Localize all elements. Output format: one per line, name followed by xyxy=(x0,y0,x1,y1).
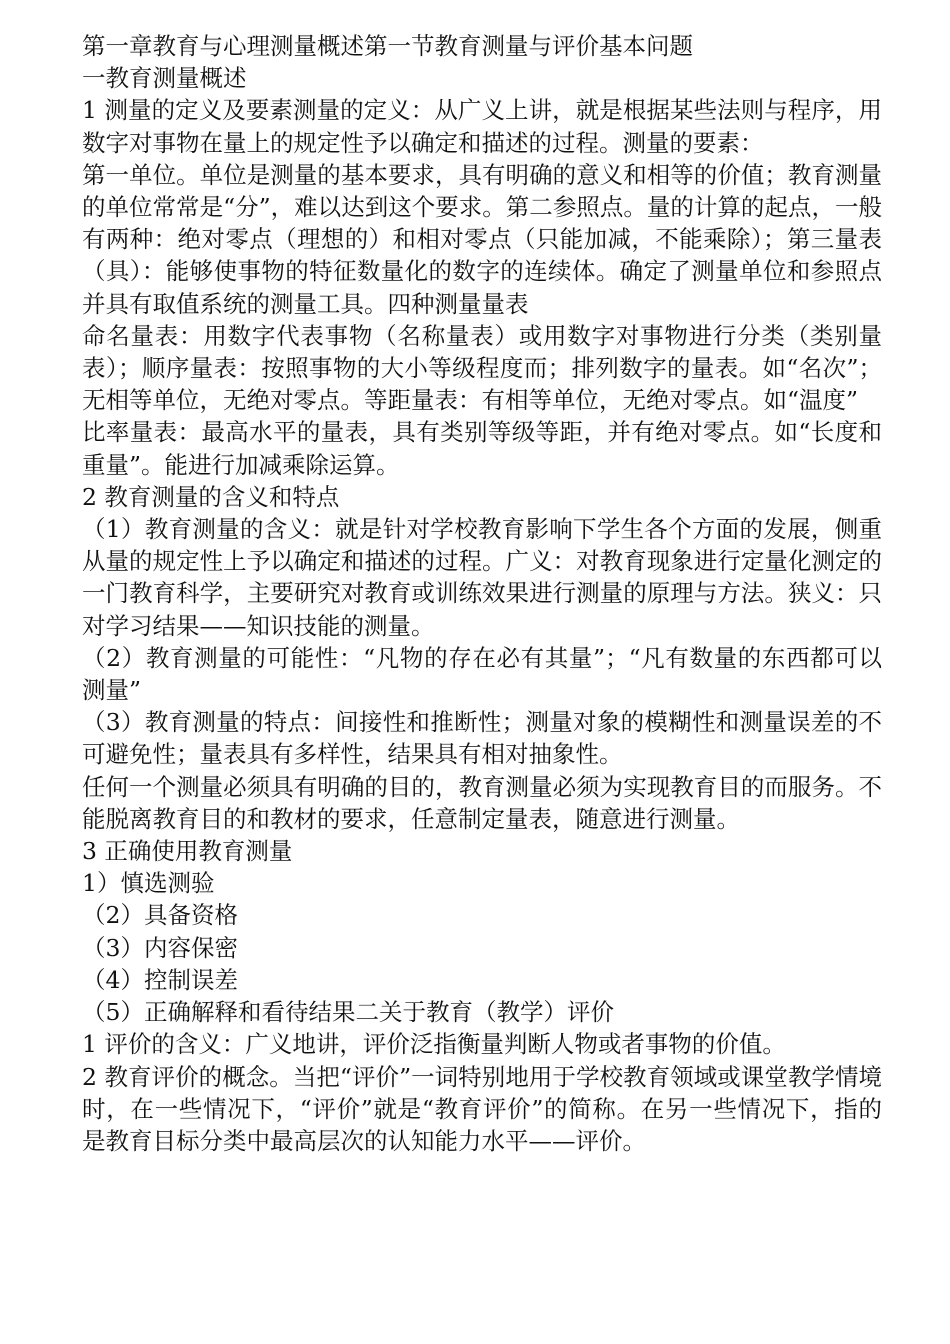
list-item-confidentiality: （3）内容保密 xyxy=(82,933,238,962)
paragraph-measurement-elements: 第一单位。单位是测量的基本要求，具有明确的意义和相等的价值；教育测量的单位常常是“分”，难以达到这个要求。第二参照点。量的计算的起点，一般有两种：绝对零点（理想的）和相对零点（只能加减，不能乘除）；第三量表（具）：能够使事物的特征数量化的数字的连续体。确定了测量单位和参照点并具有取值系统的测量工具。四种测量量表 xyxy=(82,160,882,318)
list-item-qualification: （2）具备资格 xyxy=(82,901,238,930)
paragraph-measurement-features: （3）教育测量的特点：间接性和推断性；测量对象的模糊性和测量误差的不可避免性；量表具有多样性，结果具有相对抽象性。 xyxy=(82,708,882,769)
list-item-interpret-results: （5）正确解释和看待结果二关于教育（教学）评价 xyxy=(82,998,614,1027)
heading-correct-use: 3 正确使用教育测量 xyxy=(82,837,293,866)
paragraph-evaluation-meaning: 1 评价的含义：广义地讲，评价泛指衡量判断人物或者事物的价值。 xyxy=(82,1030,786,1059)
list-item-choose-test: 1）慎选测验 xyxy=(82,869,215,898)
paragraph-measurement-purpose: 任何一个测量必须具有明确的目的，教育测量必须为实现教育目的而服务。不能脱离教育目的和教材的要求，任意制定量表，随意进行测量。 xyxy=(82,772,882,833)
heading-measurement-meaning: 2 教育测量的含义和特点 xyxy=(82,482,340,511)
document-page xyxy=(82,30,882,1157)
paragraph-measurement-possibility: （2）教育测量的可能性：“凡物的存在必有其量”；“凡有数量的东西都可以测量” xyxy=(82,643,882,705)
paragraph-measurement-definition: 1 测量的定义及要素测量的定义：从广义上讲，就是根据某些法则与程序，用数字对事物在量上的规定性予以确定和描述的过程。测量的要素： xyxy=(82,96,882,157)
chapter-title: 第一章教育与心理测量概述第一节教育测量与评价基本问题 xyxy=(82,32,693,60)
paragraph-measurement-meaning: （1）教育测量的含义：就是针对学校教育影响下学生各个方面的发展，侧重从量的规定性上予以确定和描述的过程。广义：对教育现象进行定量化测定的一门教育科学，主要研究对教育或训练效果进行测量的原理与方法。狭义：只对学习结果——知识技能的测量。 xyxy=(82,515,882,640)
paragraph-scale-types: 命名量表：用数字代表事物（名称量表）或用数字对事物进行分类（类别量表）；顺序量表：按照事物的大小等级程度而；排列数字的量表。如“名次”；无相等单位，无绝对零点。等距量表：有相等单位，无绝对零点。如“温度” xyxy=(82,321,882,415)
paragraph-evaluation-concept: 2 教育评价的概念。当把“评价”一词特别地用于学校教育领域或课堂教学情境时，在一些情况下，“评价”就是“教育评价”的简称。在另一些情况下，指的是教育目标分类中最高层次的认知能力水平——评价。 xyxy=(82,1062,882,1155)
list-item-control-error: （4）控制误差 xyxy=(82,965,238,994)
paragraph-ratio-scale: 比率量表：最高水平的量表，具有类别等级等距，并有绝对零点。如“长度和重量”。能进行加减乘除运算。 xyxy=(82,418,882,479)
section-heading-measurement-overview: 一教育测量概述 xyxy=(82,64,247,93)
